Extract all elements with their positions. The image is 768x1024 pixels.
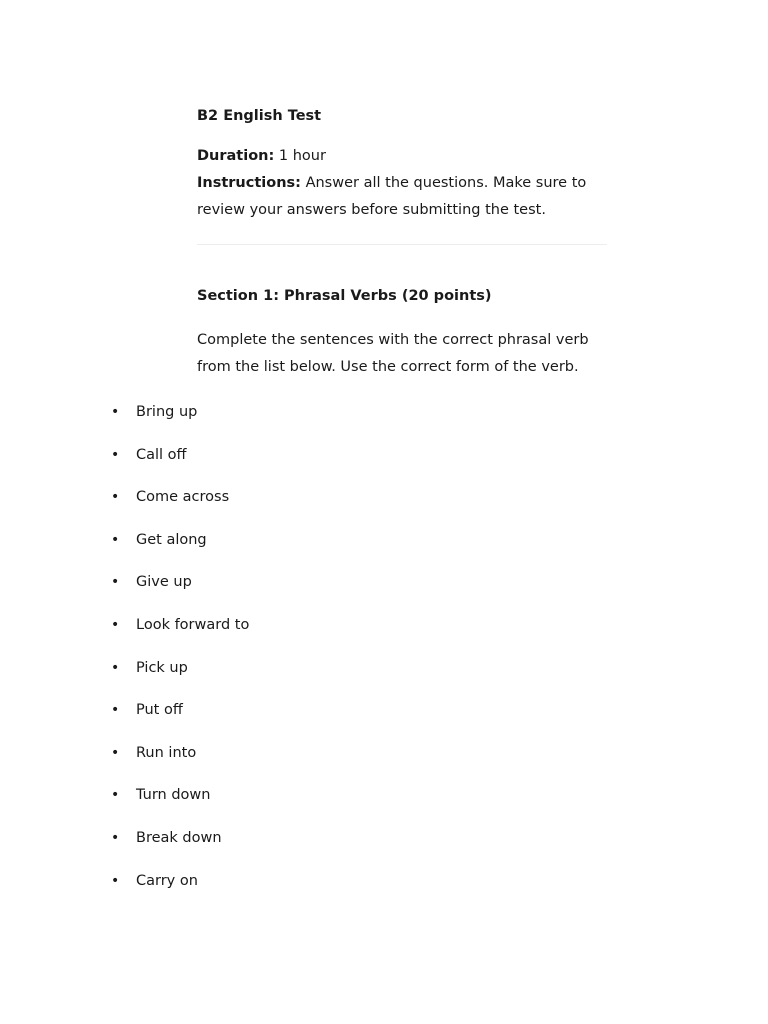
bullet-icon: •: [111, 616, 120, 633]
section-description: Complete the sentences with the correct phrasal verb from the list below. Use the correct form of the verb.: [197, 332, 589, 375]
bullet-icon: •: [111, 531, 120, 548]
list-item: [111, 740, 249, 783]
list-item: [111, 612, 249, 655]
instructions-line: [197, 170, 607, 224]
list-item: [111, 527, 249, 570]
instructions-label: Instructions:: [197, 175, 301, 191]
bullet-icon: •: [111, 744, 120, 761]
list-item-label: Bring up: [136, 404, 198, 420]
list-item-label: Get along: [136, 531, 207, 548]
section-title: Section 1: Phrasal Verbs (20 points): [197, 288, 492, 304]
list-item: [111, 569, 249, 612]
bullet-icon: •: [111, 404, 120, 420]
bullet-icon: •: [111, 702, 120, 719]
duration-line: [197, 143, 607, 170]
list-item: [111, 868, 249, 911]
instructions-value: Answer all the questions. Make sure to review your answers before submitting the test.: [197, 175, 587, 218]
list-item-label: Call off: [136, 446, 187, 463]
list-item-label: Break down: [136, 829, 222, 846]
list-item-label: Pick up: [136, 659, 188, 676]
bullet-icon: •: [111, 872, 120, 889]
list-item: [111, 655, 249, 698]
test-document: [197, 105, 607, 381]
page-title: B2 English Test: [197, 108, 322, 124]
bullet-icon: •: [111, 574, 120, 591]
bullet-icon: •: [111, 787, 120, 804]
list-item: [111, 399, 249, 442]
divider: [197, 244, 607, 245]
list-item: [111, 442, 249, 485]
phrasal-verb-list: [111, 399, 249, 910]
list-item-label: Give up: [136, 574, 192, 591]
bullet-icon: •: [111, 659, 120, 676]
list-item: [111, 825, 249, 868]
list-item-label: Put off: [136, 702, 183, 719]
list-item: [111, 697, 249, 740]
duration-label: Duration:: [197, 148, 275, 164]
list-item-label: Turn down: [136, 787, 211, 804]
list-item-label: Carry on: [136, 872, 198, 889]
duration-value: 1 hour: [278, 148, 326, 164]
list-item-label: Look forward to: [136, 616, 250, 633]
bullet-icon: •: [111, 489, 120, 506]
bullet-icon: •: [111, 829, 120, 846]
bullet-icon: •: [111, 446, 120, 463]
list-item: [111, 484, 249, 527]
list-item: [111, 782, 249, 825]
list-item-label: Run into: [136, 744, 197, 761]
test-meta: [197, 143, 607, 224]
list-item-label: Come across: [136, 489, 230, 506]
